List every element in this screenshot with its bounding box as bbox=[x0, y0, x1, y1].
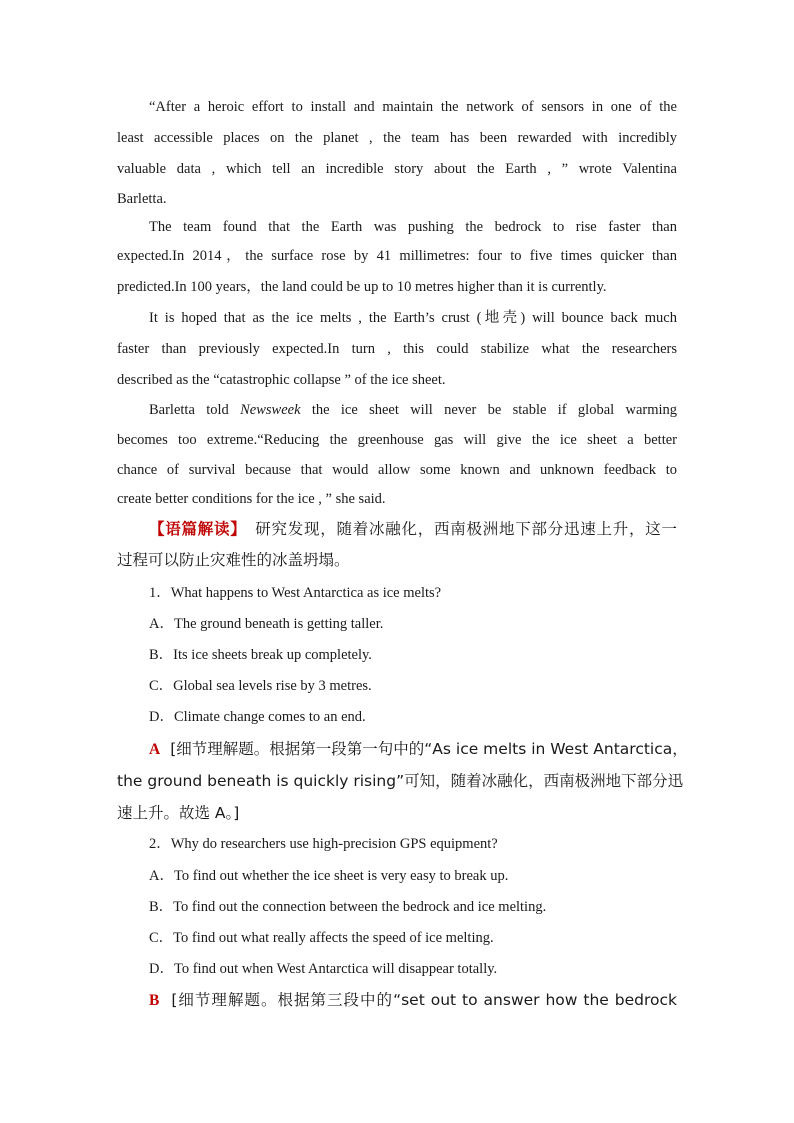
q1-explanation-line-2: the ground beneath is quickly rising”可知，随着冰融化，西南极洲地下部分迅 bbox=[117, 772, 684, 790]
q2-option-c: C．To find out what really affects the speed of ice melting. bbox=[149, 930, 494, 946]
q1-explanation-line-1 bbox=[149, 734, 688, 765]
q1-explanation-line-3: 速上升。故选 A。] bbox=[117, 804, 240, 822]
passage-p3-line-2: faster than previously expected.In turn , this could stabilize what the researchers bbox=[117, 341, 677, 357]
analysis-text-1: 研究发现，随着冰融化，西南极洲地下部分迅速上升，这一 bbox=[254, 520, 677, 538]
analysis-label: 【语篇解读】 bbox=[149, 520, 247, 538]
q1-explanation-text-1: [细节理解题。根据第一段第一句中的“As ice melts in West Antarctica， bbox=[170, 740, 688, 758]
p4-text-after: the ice sheet will never be stable if global warming bbox=[311, 402, 678, 418]
passage-p1-line-4: Barletta. bbox=[117, 191, 167, 207]
p4-text-before: Barletta told bbox=[149, 402, 229, 418]
q1-option-a: A．The ground beneath is getting taller. bbox=[149, 616, 384, 632]
q1-answer: A bbox=[149, 741, 161, 758]
q2-explanation-text-1: [细节理解题。根据第三段中的“set out to answer how the bedrock bbox=[171, 991, 677, 1009]
q1-option-c: C．Global sea levels rise by 3 metres. bbox=[149, 678, 372, 694]
passage-p4-line-1 bbox=[149, 395, 677, 425]
passage-p1-line-1: “After a heroic effort to install and maintain the network of sensors in one of the bbox=[149, 99, 677, 115]
passage-p3-line-3: described as the “catastrophic collapse ” of the ice sheet. bbox=[117, 372, 446, 388]
passage-p2-line-2: expected.In 2014，the surface rose by 41 millimetres: four to five times quicker than bbox=[117, 248, 677, 264]
passage-p2-line-1: The team found that the Earth was pushing the bedrock to rise faster than bbox=[149, 219, 677, 235]
q1-option-d: D．Climate change comes to an end. bbox=[149, 709, 366, 725]
question-2-stem: 2．Why do researchers use high-precision GPS equipment? bbox=[149, 836, 498, 852]
q1-option-b: B．Its ice sheets break up completely. bbox=[149, 647, 372, 663]
q2-answer: B bbox=[149, 992, 160, 1009]
analysis-line-2: 过程可以防止灾难性的冰盖坍塌。 bbox=[117, 551, 350, 569]
analysis-line-1 bbox=[149, 514, 677, 544]
passage-p3-line-1: It is hoped that as the ice melts , the Earth’s crust (地壳) will bounce back much bbox=[149, 310, 677, 326]
passage-p4-line-2: becomes too extreme.“Reducing the greenhouse gas will give the ice sheet a better bbox=[117, 432, 677, 448]
q2-option-d: D．To find out when West Antarctica will disappear totally. bbox=[149, 961, 498, 977]
passage-p4-line-4: create better conditions for the ice , ” she said. bbox=[117, 491, 386, 507]
question-1-stem: 1．What happens to West Antarctica as ice melts? bbox=[149, 585, 442, 601]
passage-p1-line-2: least accessible places on the planet , the team has been rewarded with incredibly bbox=[117, 130, 677, 146]
q2-option-b: B．To find out the connection between the bedrock and ice melting. bbox=[149, 899, 547, 915]
newsweek-italic: Newsweek bbox=[240, 402, 301, 418]
passage-p1-line-3: valuable data , which tell an incredible story about the Earth , ” wrote Valentina bbox=[117, 161, 677, 177]
q2-option-a: A．To find out whether the ice sheet is very easy to break up. bbox=[149, 868, 509, 884]
passage-p4-line-3: chance of survival because that would allow some known and unknown feedback to bbox=[117, 462, 677, 478]
passage-p2-line-3: predicted.In 100 years，the land could be up to 10 metres higher than it is currently. bbox=[117, 279, 607, 295]
q2-explanation-line-1 bbox=[149, 985, 677, 1016]
